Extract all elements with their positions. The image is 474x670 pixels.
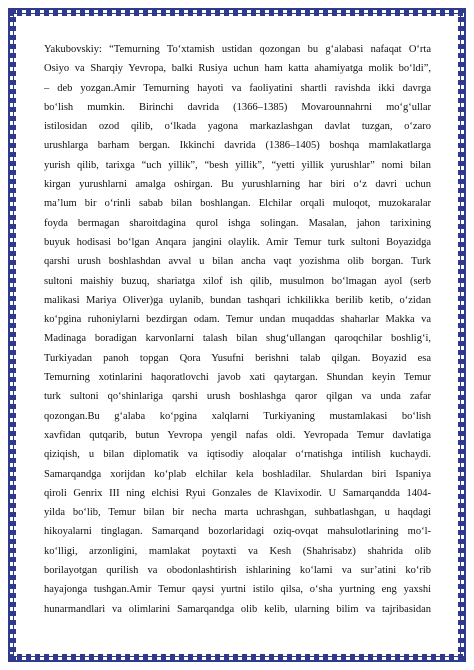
text-line: Samarqandga xorijdan ko‘plab elchilar kela boshladilar. Shulardan biri Ispaniya <box>44 468 431 480</box>
text-line: Osiyo va Sharqiy Yevropa, balki Rusiya uchun ham katta ahamiyatga molik bo‘ldi”, <box>44 63 431 75</box>
text-line: yurish qilib, tarixga “uch yillik”, “besh yillik”, “yetti yillik yurushlar” nomi bilan <box>44 159 431 171</box>
text-line: qiziqish, u bilan diplomatik va iqtisodiy aloqalar o‘rnatishga intilish kuchaydi. <box>44 449 431 461</box>
text-line: hayajonga tushgan.Amir Temur qaysi yurtni istilo qilsa, o‘sha yurtning eng yaxshi <box>44 584 431 596</box>
text-line: qarshi urush boshlashdan avval u bilan ancha vaqt yozishma olib borgan. Turk <box>44 256 431 268</box>
text-line: ma’lum bir o‘rinli sabab bilan boshlangan. Elchilar orqali muloqot, muzokaralar <box>44 198 431 210</box>
text-line: kirgan yurushlarni amalga oshirgan. Bu yurushlarning har biri o‘z davri uchun <box>44 179 431 191</box>
decorative-border-left <box>8 8 16 662</box>
text-line: – deb yozgan.Amir Temurning hayoti va faoliyatini shartli ravishda ikki davrga <box>44 82 431 94</box>
decorative-border-right <box>458 8 466 662</box>
text-line: hikoyalarni tinglagan. Samarqand bozorlaridagi oziq-ovqat mahsulotlarining mo‘l- <box>44 526 431 538</box>
text-line: Yakubovskiy: “Temurning To‘xtamish ustidan qozongan bu g‘alabasi nafaqat O‘rta <box>44 44 431 55</box>
body-text <box>44 40 431 619</box>
text-line: istilosidan ozod qilib, o‘lkada yagona markazlashgan davlat tuzgan, o‘zaro <box>44 121 431 133</box>
text-line: turk sultoni qo‘shinlariga qarshi urush boshlashga qaror qilgan va unda zafar <box>44 391 431 403</box>
text-line: malikasi Mariya Oliver)ga uylanib, bundan tashqari ichkilikka berilib ketib, o‘zidan <box>44 294 431 306</box>
text-line: foyda bermagan sharoitdagina qurol ishga solingan. Masalan, jahon tarixining <box>44 217 431 229</box>
text-line: Turkiyadan panoh topgan Qora Yusufni berishni talab qilgan. Boyazid esa <box>44 352 431 364</box>
text-line: yilda bo‘lib, Temur bilan bir necha marta uchrashgan, suhbatlashgan, u haqdagi <box>44 507 431 519</box>
text-line: ko‘lligi, arzonligini, mamlakat poytaxti va Kesh (Shahrisabz) shahrida olib <box>44 545 431 557</box>
text-line: Temurning xotinlarini haqoratlovchi javob xati qaytargan. Shundan keyin Temur <box>44 372 431 384</box>
text-line: buyuk hodisasi bo‘lgan Anqara jangini olaylik. Amir Temur turk sultoni Boyazidga <box>44 236 431 248</box>
text-line: ko‘pgina ruhoniylarni bezdirgan odam. Temur undan muqaddas shaharlar Makka va <box>44 314 431 326</box>
text-line: sultoni maishiy buzuq, shariatga xilof ish qilib, musulmon bo‘lmagan ayol (serb <box>44 275 431 287</box>
text-line: urushlarga barham bergan. Ikkinchi davrida (1386–1405) boshqa mamlakatlarga <box>44 140 431 152</box>
text-line: Madinaga boradigan karvonlarni talash bilan shug‘ullangan qaroqchilar boshlig‘i, <box>44 333 431 345</box>
text-line: qiroli Genrix III ning elchisi Ryui Gonzales de Klavixodir. U Samarqandda 1404- <box>44 487 431 499</box>
text-line: borilayotgan qurilish va obodonlashtirish ishlarining ko‘lami va sur’atini ko‘rib <box>44 565 431 577</box>
text-line: bo‘lish mumkin. Birinchi davrida (1366–1385) Movarounnahrni mo‘g‘ullar <box>44 101 431 113</box>
text-line: qozongan.Bu g‘alaba ko‘pgina xalqlarni Turkiyaning mustamlakasi bo‘lish <box>44 410 431 422</box>
text-line: hunarmandlari va olimlarini Samarqandga olib kelib, ularning bilim va tajribasidan <box>44 603 431 615</box>
text-line: xavfidan qutqarib, butun Yevropa yengil nafas oldi. Yevropada Temur davlatiga <box>44 429 431 441</box>
